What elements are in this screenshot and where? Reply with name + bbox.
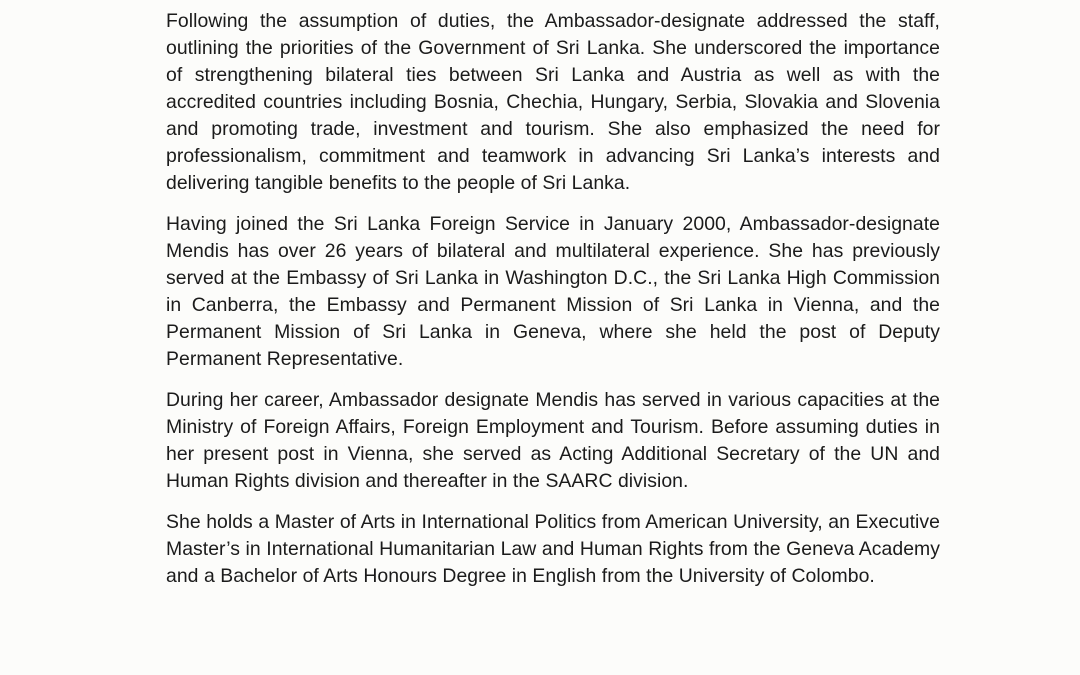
paragraph-ministry-roles: During her career, Ambassador designate Mendis has served in various capacities at the Ministry of Foreign Affairs, Foreign Employment and Tourism. Before assuming duties in her present post in Vienna, she served as Acting Additional Secretary of the UN and Human Rights division and thereafter in the SAARC division. xyxy=(166,389,940,492)
document-body xyxy=(166,8,940,604)
paragraph-career-background: Having joined the Sri Lanka Foreign Service in January 2000, Ambassador-designate Mendis has over 26 years of bilateral and multilateral experience. She has previously served at the Embassy of Sri Lanka in Washington D.C., the Sri Lanka High Commission in Canberra, the Embassy and Permanent Mission of Sri Lanka in Vienna, and the Permanent Mission of Sri Lanka in Geneva, where she held the post of Deputy Permanent Representative. xyxy=(166,213,940,370)
paragraph-assumption-of-duties: Following the assumption of duties, the Ambassador-designate addressed the staff, outlining the priorities of the Government of Sri Lanka. She underscored the importance of strengthening bilateral ties between Sri Lanka and Austria as well as with the accredited countries including Bosnia, Chechia, Hungary, Serbia, Slovakia and Slovenia and promoting trade, investment and tourism. She also emphasized the need for professionalism, commitment and teamwork in advancing Sri Lanka’s interests and delivering tangible benefits to the people of Sri Lanka. xyxy=(166,10,940,194)
paragraph-education: She holds a Master of Arts in International Politics from American University, an Executive Master’s in International Humanitarian Law and Human Rights from the Geneva Academy and a Bachelor of Arts Honours Degree in English from the University of Colombo. xyxy=(166,511,940,587)
